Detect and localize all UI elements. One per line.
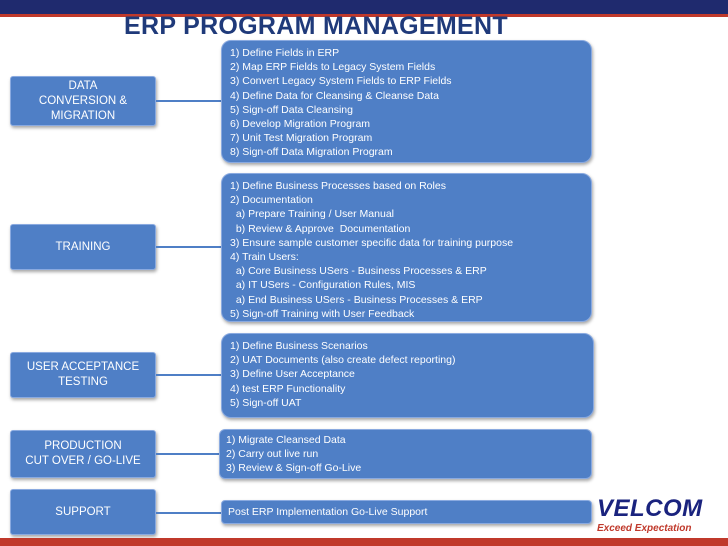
detail-item: 6) Develop Migration Program: [230, 118, 371, 131]
detail-item: 2) Map ERP Fields to Legacy System Fields: [230, 61, 436, 74]
detail-item: 5) Sign-off UAT: [230, 396, 302, 409]
phase-label-line: CONVERSION &: [38, 94, 128, 107]
detail-item: 2) UAT Documents (also create defect reporting): [230, 354, 456, 367]
phase-box-support: [10, 489, 156, 535]
phase-label-line: CUT OVER / GO-LIVE: [25, 455, 141, 467]
detail-item: a) End Business USers - Business Processes & ERP: [230, 293, 483, 306]
detail-item: a) Core Business USers - Business Processes & ERP: [230, 265, 487, 278]
detail-item: 1) Define Fields in ERP: [230, 47, 340, 59]
detail-item: 1) Define Business Processes based on Roles: [230, 180, 446, 192]
phase-label-line: MIGRATION: [50, 109, 116, 122]
detail-item: Post ERP Implementation Go-Live Support: [228, 506, 428, 518]
detail-item: 4) test ERP Functionality: [230, 382, 346, 395]
detail-item: 4) Train Users:: [230, 251, 299, 264]
velcom-logo: [597, 496, 723, 535]
detail-item: 3) Define User Acceptance: [230, 368, 355, 381]
detail-item: a) Prepare Training / User Manual: [230, 208, 394, 221]
connector-line: [156, 453, 220, 455]
detail-item: 2) Documentation: [230, 194, 313, 207]
phase-box-production-cutover: [10, 430, 156, 478]
detail-item: 3) Convert Legacy System Fields to ERP Fields: [230, 75, 452, 88]
detail-item: 3) Ensure sample customer specific data for training purpose: [230, 236, 514, 249]
phase-box-data-conversion: [10, 76, 156, 126]
logo-name: VELCOM: [597, 495, 703, 522]
detail-item: 4) Define Data for Cleansing & Cleanse Data: [230, 89, 439, 102]
phase-label-line: SUPPORT: [55, 505, 111, 518]
phase-label-line: USER ACCEPTANCE: [26, 361, 140, 373]
connector-line: [156, 100, 222, 102]
detail-item: b) Review & Approve Documentation: [230, 222, 411, 235]
phase-label-line: DATA: [68, 79, 98, 92]
detail-item: 8) Sign-off Data Migration Program: [230, 146, 393, 159]
detail-item: 7) Unit Test Migration Program: [230, 132, 373, 145]
connector-line: [156, 512, 222, 514]
detail-box-production-cutover: [219, 429, 592, 479]
page-title: ERP PROGRAM MANAGEMENT: [124, 12, 508, 40]
phase-box-training: [10, 224, 156, 270]
connector-line: [156, 374, 222, 376]
phase-label-line: PRODUCTION: [44, 440, 122, 452]
detail-item: 5) Sign-off Training with User Feedback: [230, 307, 415, 320]
detail-item: a) IT USers - Configuration Rules, MIS: [230, 279, 416, 292]
detail-box-data-conversion: [221, 40, 592, 163]
phase-label-line: TESTING: [58, 376, 108, 388]
detail-item: 5) Sign-off Data Cleansing: [230, 103, 353, 116]
bottom-accent-bar: [0, 538, 728, 546]
detail-box-user-acceptance-testing: [221, 333, 594, 418]
phase-label-line: TRAINING: [55, 240, 111, 253]
detail-box-training: [221, 173, 592, 322]
detail-item: 1) Define Business Scenarios: [230, 340, 368, 352]
detail-item: 3) Review & Sign-off Go-Live: [226, 462, 362, 475]
logo-tagline: Exceed Expectation: [597, 523, 692, 534]
detail-item: 2) Carry out live run: [226, 448, 319, 461]
phase-box-user-acceptance-testing: [10, 352, 156, 398]
connector-line: [156, 246, 222, 248]
detail-box-support: [221, 500, 592, 524]
detail-item: 1) Migrate Cleansed Data: [226, 434, 346, 446]
